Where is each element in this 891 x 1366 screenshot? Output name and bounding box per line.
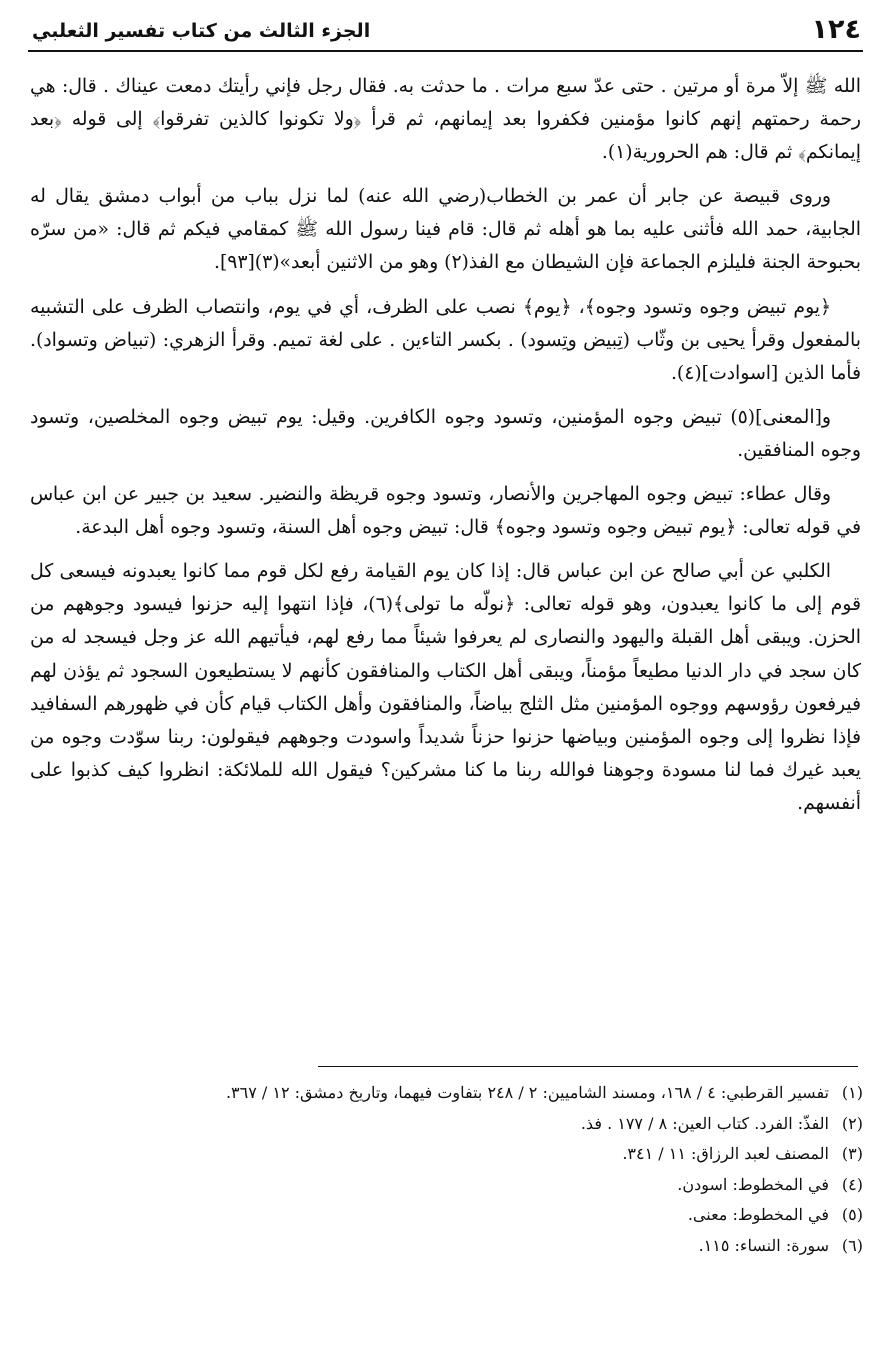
footnote-text: الفذّ: الفرد. كتاب العين: ٨ / ١٧٧ . فذ. <box>580 1113 829 1133</box>
footnote-number: (٣) <box>841 1144 863 1163</box>
footnote-number: (١) <box>841 1083 863 1102</box>
paragraph: الكلبي عن أبي صالح عن ابن عباس قال: إذا كان يوم القيامة رفع لكل قوم مما كانوا يعبدونه فيسعى كل قوم إلى ما كانوا يعبدون، وهو قوله تعالى: ﴿نولّه ما تولى﴾(٦)، فإذا انتهوا إليه حزنوا فيسود وجوههم من الحزن. ويبقى أهل القبلة واليهود والنصارى لم يعرفوا شيئاً مما رفع لهم، فيأتيهم الله عز وجل فيسجد له من كان سجد في دار الدنيا مطيعاً مؤمناً، ويبقى أهل الكتاب والمنافقون كأنهم لا يستطيعون السجود ثم يؤذن لهم فيرفعون رؤوسهم ووجوه المؤمنين مثل الثلج بياضاً، والمنافقون وأهل الكتاب قيام كأن في ظهورهم السفافيد فإذا نظروا إلى وجوه المؤمنين وبياضها حزنوا حزناً شديداً واسودت وجوههم فيقولون: ربنا سوّدت وجوه من يعبد غيرك فما لنا مسودة وجوهنا فوالله ربنا ما كنا مشركين؟ فيقول الله للملائكة: انظروا كيف كذبوا على أنفسهم. <box>30 561 861 814</box>
paragraph: وقال عطاء: تبيض وجوه المهاجرين والأنصار، وتسود وجوه قريظة والنضير. سعيد بن جبير عن ابن عباس في قوله تعالى: ﴿يوم تبيض وجوه وتسود وجوه﴾ قال: تبيض وجوه أهل السنة، وتسود وجوه أهل البدعة. <box>30 484 861 539</box>
footnote-text: المصنف لعبد الرزاق: ١١ / ٣٤١. <box>622 1144 829 1163</box>
footnotes <box>40 1078 863 1261</box>
footnote-number: (٦) <box>841 1235 863 1255</box>
page-header <box>28 14 863 52</box>
paragraph: الله ﷺ إلاّ مرة أو مرتين . حتى عدّ سبع مرات . ما حدثت به. فقال رجل فإني رأيتك دمعت عيناك . قال: هي رحمة رحمتهم إنهم كانوا مؤمنين فكفروا بعد إيمانهم، ثم قرأ ﴿ولا تكونوا كالذين تفرقوا﴾ إلى قوله ﴿بعد إيمانكم﴾ ثم قال: هم الحرورية(١). <box>30 76 861 164</box>
paragraph: وروى قبيصة عن جابر أن عمر بن الخطاب(رضي الله عنه) لما نزل بباب من أبواب دمشق يقال له الجابية، حمد الله فأثنى عليه بما هو أهله ثم قال: قام فينا رسول الله ﷺ كمقامي فيكم ثم قال: «من سرّه بحبوحة الجنة فليلزم الجماعة فإن الشيطان مع الفذ(٢) وهو من الاثنين أبعد»(٣)[٩٣]. <box>30 186 861 274</box>
footnote-text: تفسير القرطبي: ٤ / ١٦٨، ومسند الشاميين: ٢ / ٢٤٨ بتفاوت فيهما، وتاريخ دمشق: ١٢ / ٣٦٧. <box>225 1083 829 1102</box>
footnote-divider <box>318 1066 858 1067</box>
footnote <box>40 1109 863 1140</box>
page-number: ١٢٤ <box>811 14 861 45</box>
footnote-number: (٥) <box>841 1205 863 1224</box>
footnote <box>40 1231 863 1262</box>
footnote-text: في المخطوط: اسودن. <box>677 1174 829 1194</box>
footnote <box>40 1200 863 1231</box>
paragraph: و[المعنى](٥) تبيض وجوه المؤمنين، وتسود وجوه الكافرين. وقيل: يوم تبيض وجوه المخلصين، وتسود وجوه المنافقين. <box>30 406 861 461</box>
footnote <box>40 1170 863 1201</box>
footnote-text: في المخطوط: معنى. <box>687 1205 829 1224</box>
footnote <box>40 1078 863 1109</box>
footnote-text: سورة: النساء: ١١٥. <box>698 1235 829 1255</box>
running-title: الجزء الثالث من كتاب تفسير الثعلبي <box>32 20 371 42</box>
main-text <box>30 70 861 831</box>
paragraph: ﴿يوم تبيض وجوه وتسود وجوه﴾، ﴿يوم﴾ نصب على الظرف، أي في يوم، وانتصاب الظرف على التشبيه بالمفعول وقرأ يحيى بن وثّاب (تِبيض وتِسود) . بكسر التاءين . على لغة تميم. وقرأ الزهري: (تبياض وتسواد). فأما الذين [اسوادت](٤). <box>30 296 861 384</box>
footnote-number: (٢) <box>841 1113 863 1133</box>
footnote <box>40 1139 863 1170</box>
footnote-number: (٤) <box>841 1174 863 1194</box>
